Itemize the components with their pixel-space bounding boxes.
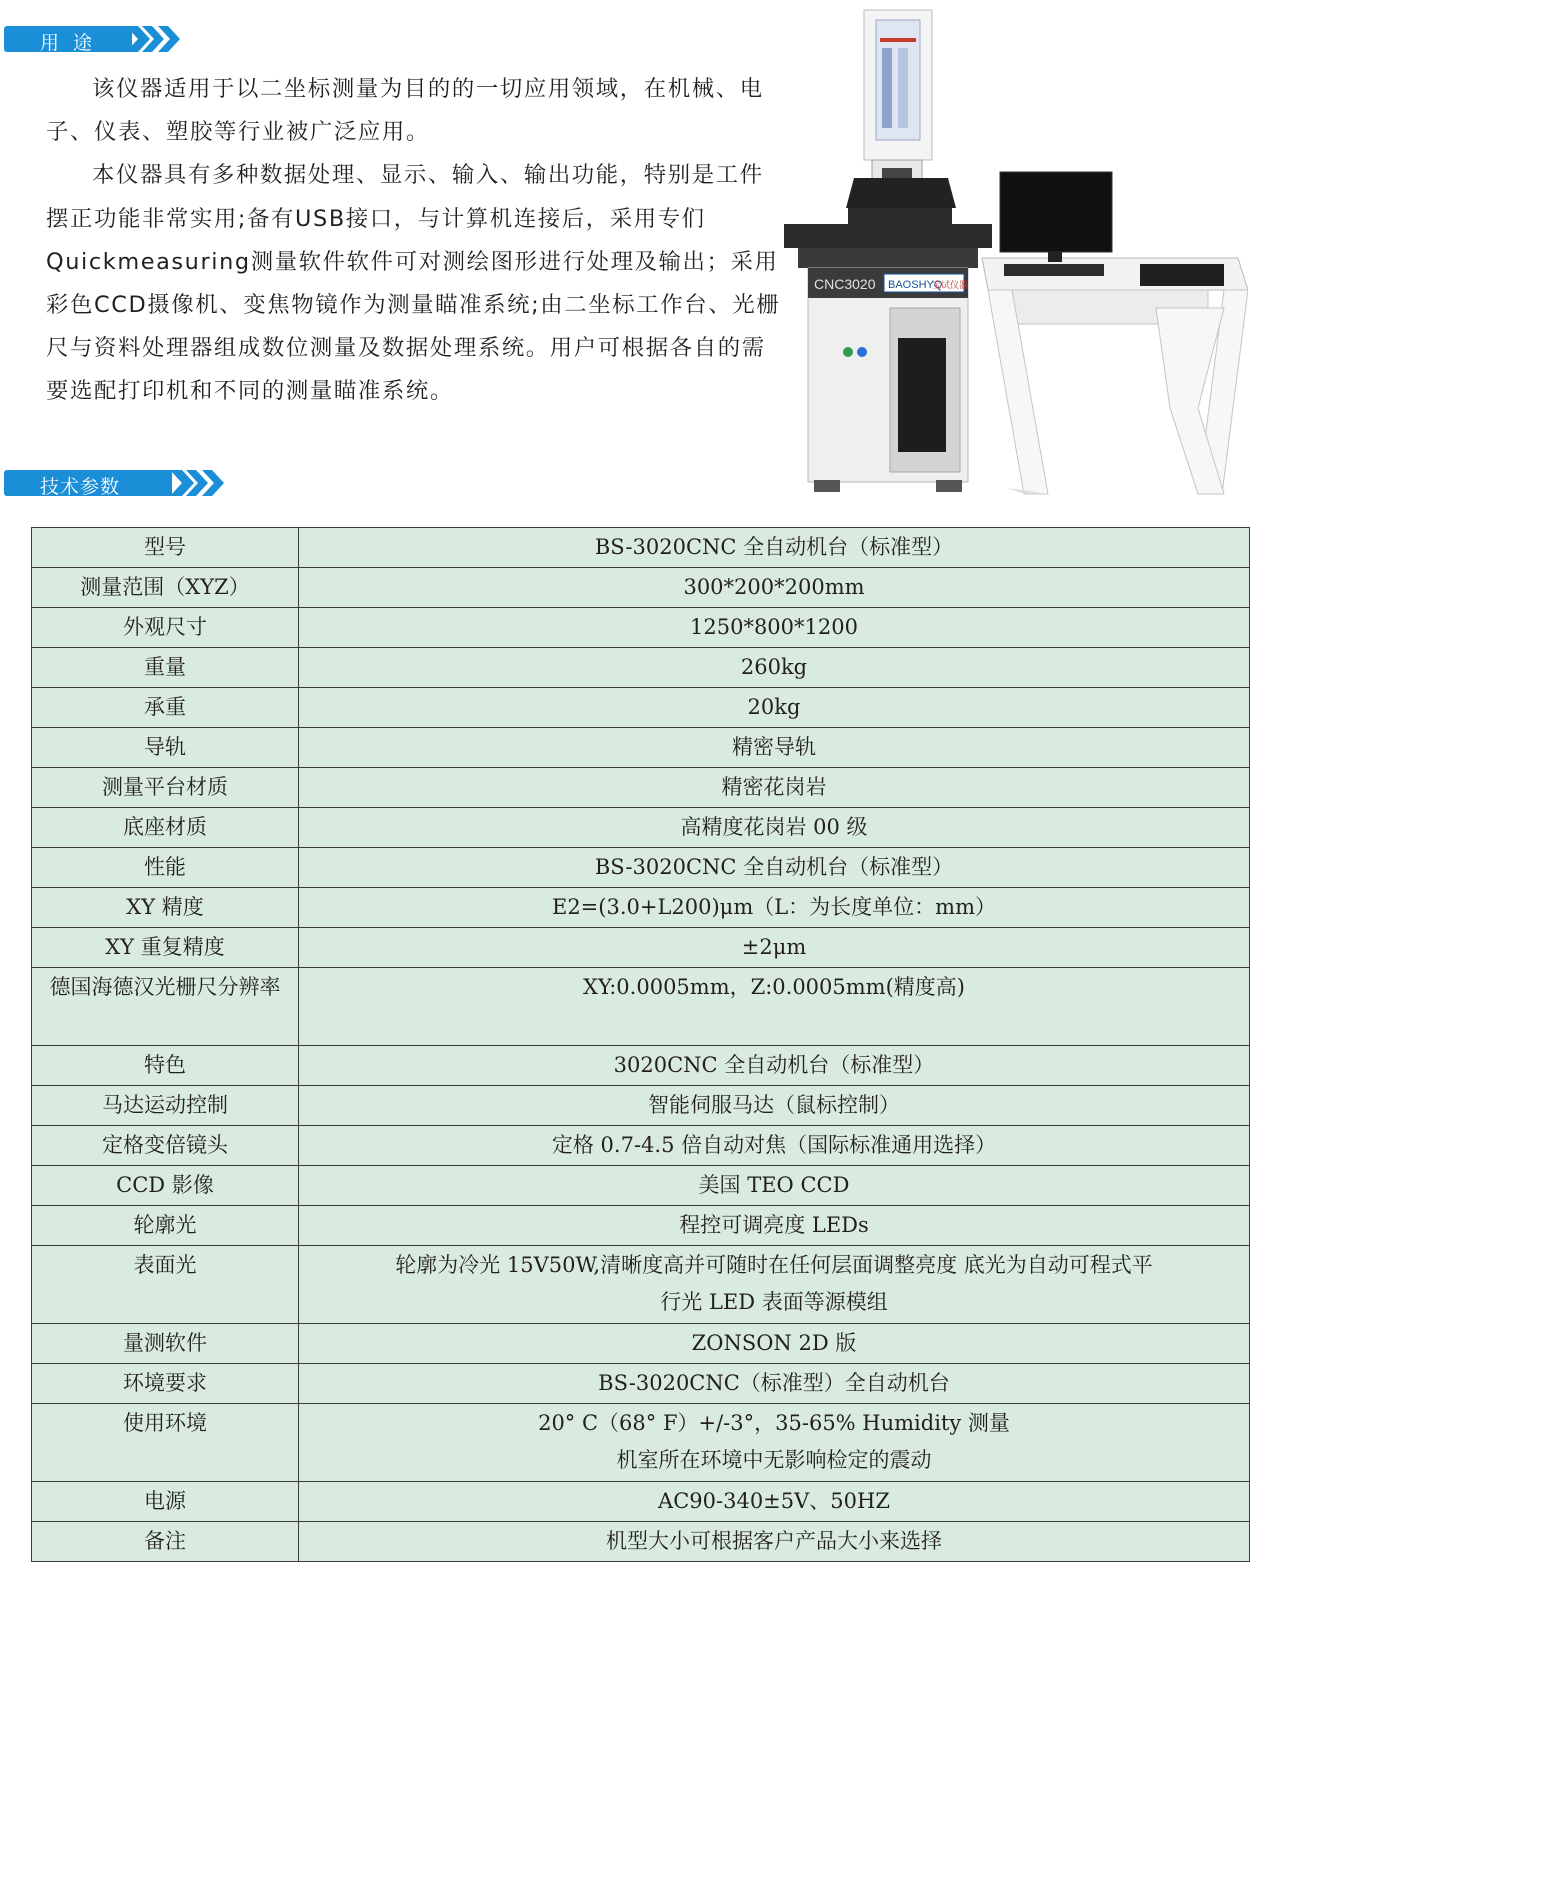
spec-value: 20° C（68° F）+/-3°，35-65% Humidity 测量机室所在环境中无影响检定的震动 [299,1404,1250,1482]
spec-value: 1250*800*1200 [299,608,1250,648]
intro-paragraph-2: 本仪器具有多种数据处理、显示、输入、输出功能，特别是工件摆正功能非常实用;备有USB接口，与计算机连接后，采用专们Quickmeasuring测量软件软件可对测绘图形进行处理及输出；采用彩色CCD摄像机、变焦物镜作为测量瞄准系统;由二坐标工作台、光栅尺与资料处理器组成数位测量及数据处理系统。用户可根据各自的需要选配打印机和不同的测量瞄准系统。 [46,162,781,405]
spec-value: 精密花岗岩 [299,768,1250,808]
table-row [32,1126,1250,1166]
table-row [32,1404,1250,1482]
spec-value: 轮廓为冷光 15V50W,清晰度高并可随时在任何层面调整亮度 底光为自动可程式平行光 LED 表面等源模组 [299,1246,1250,1324]
table-row [32,968,1250,1046]
table-row [32,928,1250,968]
table-row [32,528,1250,568]
table-row [32,1166,1250,1206]
intro-paragraph-1: 该仪器适用于以二坐标测量为目的的一切应用领域，在机械、电子、仪表、塑胶等行业被广泛应用。 [46,76,764,146]
spec-key: 电源 [32,1482,299,1522]
spec-key: 测量平台材质 [32,768,299,808]
spec-key: XY 精度 [32,888,299,928]
table-row [32,688,1250,728]
chevron-arrows-icon [126,22,186,56]
spec-value: 美国 TEO CCD [299,1166,1250,1206]
spec-key: 型号 [32,528,299,568]
spec-key: 底座材质 [32,808,299,848]
spec-value: 300*200*200mm [299,568,1250,608]
spec-value: 20kg [299,688,1250,728]
table-row [32,1046,1250,1086]
table-row [32,608,1250,648]
spec-key: 使用环境 [32,1404,299,1482]
spec-table [31,527,1250,1562]
spec-value: 260kg [299,648,1250,688]
spec-value: 高精度花岗岩 00 级 [299,808,1250,848]
brand-label-cn: 宝试仪器 [932,281,969,291]
spec-key: 轮廓光 [32,1206,299,1246]
section-header-label: 技术参数 [40,476,121,498]
spec-value: E2=(3.0+L200)μm（L：为长度单位：mm） [299,888,1250,928]
spec-value: 定格 0.7-4.5 倍自动对焦（国际标准通用选择） [299,1126,1250,1166]
section-header-bar [4,26,132,52]
table-row [32,888,1250,928]
spec-key: 性能 [32,848,299,888]
spec-key: 导轨 [32,728,299,768]
table-row [32,1522,1250,1562]
spec-key: 备注 [32,1522,299,1562]
table-row [32,808,1250,848]
spec-key: 德国海德汉光栅尺分辨率 [32,968,299,1046]
spec-key: CCD 影像 [32,1166,299,1206]
table-row [32,1206,1250,1246]
spec-value: AC90-340±5V、50HZ [299,1482,1250,1522]
spec-key: 定格变倍镜头 [32,1126,299,1166]
spec-value: BS-3020CNC 全自动机台（标准型） [299,528,1250,568]
section-header-use [0,22,190,56]
table-row [32,768,1250,808]
spec-key: 承重 [32,688,299,728]
brand-label: BAOSHYQ [888,279,943,291]
table-row [32,1086,1250,1126]
table-row [32,1364,1250,1404]
table-row [32,1324,1250,1364]
table-row [32,728,1250,768]
spec-key: 环境要求 [32,1364,299,1404]
spec-key: 测量范围（XYZ） [32,568,299,608]
model-plate: CNC3020 [814,276,876,292]
spec-value: 智能伺服马达（鼠标控制） [299,1086,1250,1126]
spec-key: 重量 [32,648,299,688]
spec-key: XY 重复精度 [32,928,299,968]
spec-key: 马达运动控制 [32,1086,299,1126]
spec-value: BS-3020CNC 全自动机台（标准型） [299,848,1250,888]
spec-value: ZONSON 2D 版 [299,1324,1250,1364]
spec-value: 3020CNC 全自动机台（标准型） [299,1046,1250,1086]
spec-value: XY:0.0005mm，Z:0.0005mm(精度高) [299,968,1250,1046]
section-header-bar [4,470,172,496]
table-row [32,568,1250,608]
spec-value: ±2μm [299,928,1250,968]
table-row [32,1246,1250,1324]
spec-key: 量测软件 [32,1324,299,1364]
intro-text [46,68,786,414]
spec-value: 程控可调亮度 LEDs [299,1206,1250,1246]
table-row [32,1482,1250,1522]
measuring-machine-image [778,8,1248,502]
section-header-label: 用 途 [40,32,97,54]
spec-value: 精密导轨 [299,728,1250,768]
spec-key: 外观尺寸 [32,608,299,648]
spec-value: BS-3020CNC（标准型）全自动机台 [299,1364,1250,1404]
chevron-arrows-icon [170,466,230,500]
table-row [32,648,1250,688]
table-row [32,848,1250,888]
spec-value: 机型大小可根据客户产品大小来选择 [299,1522,1250,1562]
section-header-spec [0,466,240,500]
spec-key: 特色 [32,1046,299,1086]
spec-key: 表面光 [32,1246,299,1324]
